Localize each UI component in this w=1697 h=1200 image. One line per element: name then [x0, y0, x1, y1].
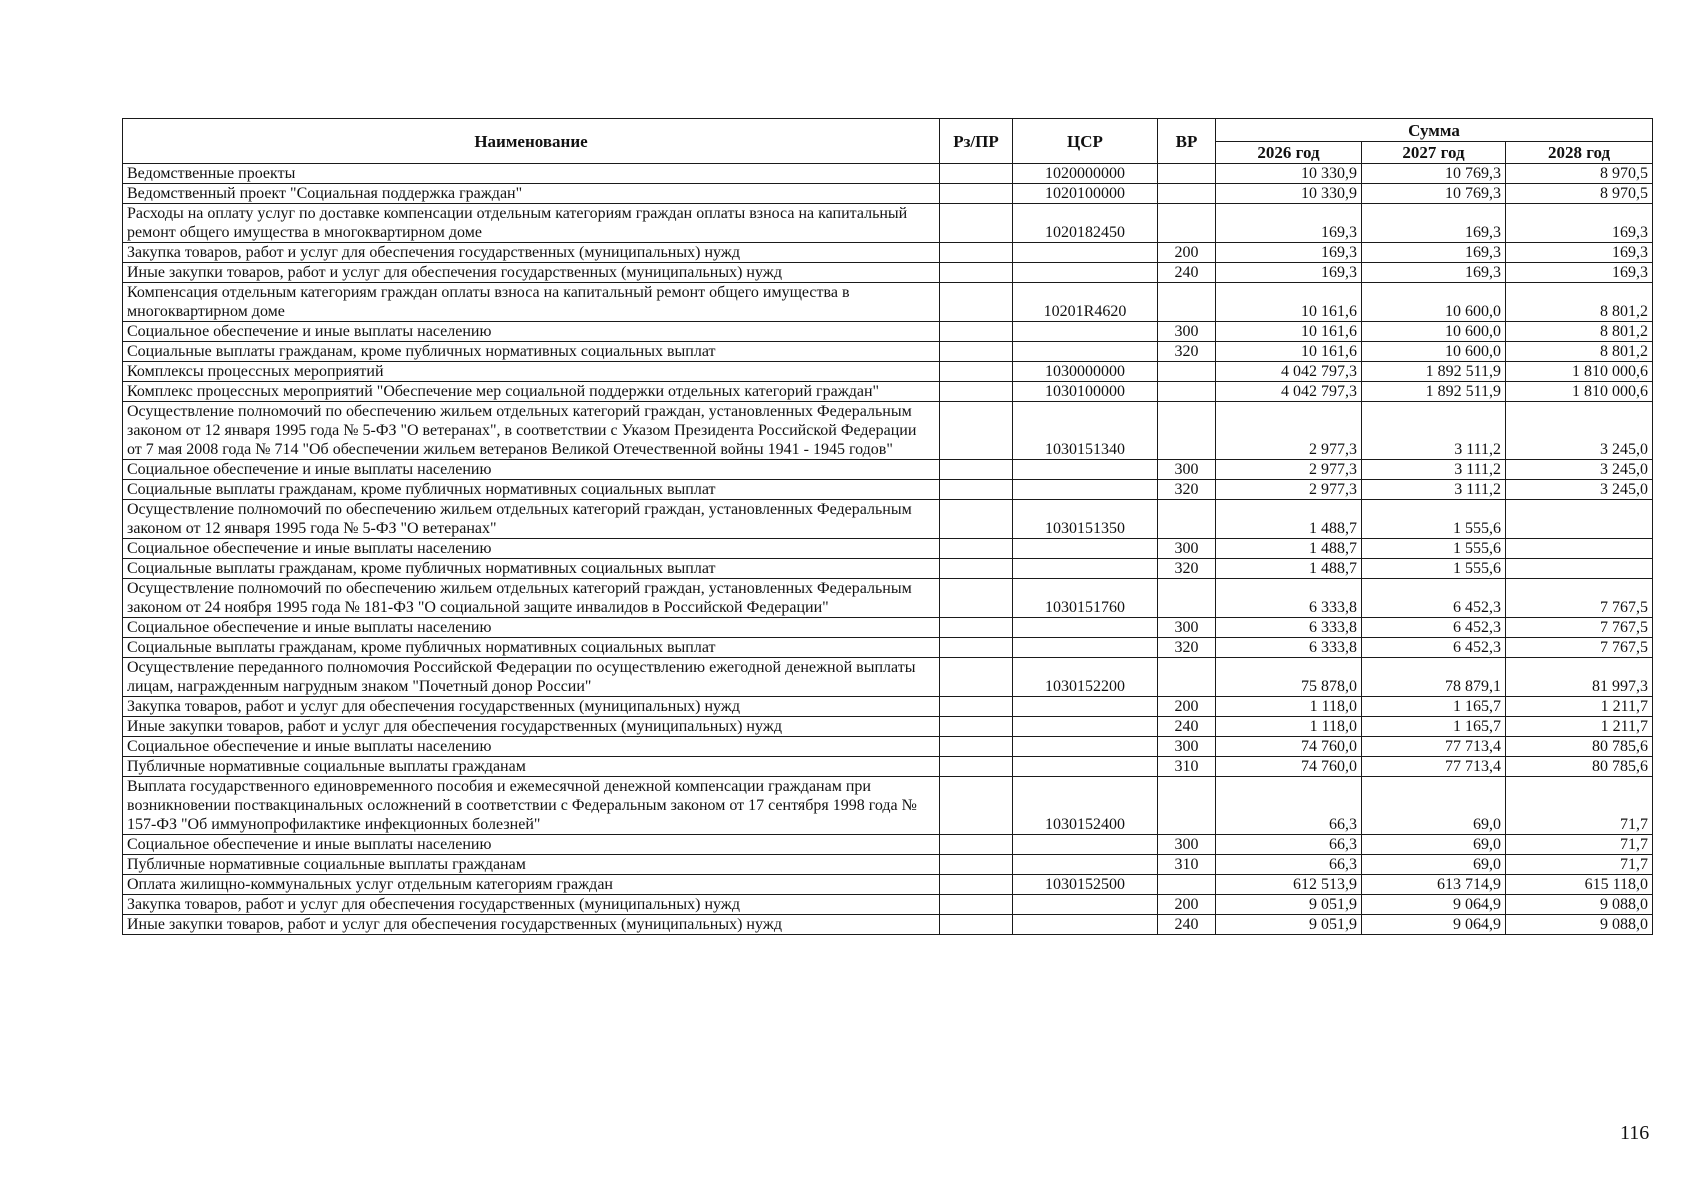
cell-vr: 320 — [1158, 638, 1216, 658]
cell-rz-pr — [940, 618, 1013, 638]
cell-sum-2027: 69,0 — [1362, 855, 1506, 875]
cell-sum-2026: 1 488,7 — [1216, 500, 1362, 539]
cell-rz-pr — [940, 855, 1013, 875]
cell-csr: 10201R4620 — [1013, 283, 1158, 322]
table-row — [123, 263, 1653, 283]
cell-csr: 1030152500 — [1013, 875, 1158, 895]
cell-name: Социальные выплаты гражданам, кроме публичных нормативных социальных выплат — [123, 638, 940, 658]
table-row — [123, 243, 1653, 263]
table-row — [123, 658, 1653, 697]
cell-csr: 1030100000 — [1013, 382, 1158, 402]
cell-rz-pr — [940, 382, 1013, 402]
cell-sum-2027: 1 165,7 — [1362, 697, 1506, 717]
cell-sum-2028: 8 970,5 — [1506, 164, 1653, 184]
cell-vr — [1158, 382, 1216, 402]
cell-vr — [1158, 362, 1216, 382]
cell-csr: 1030151350 — [1013, 500, 1158, 539]
cell-sum-2026: 10 161,6 — [1216, 322, 1362, 342]
cell-sum-2027: 1 892 511,9 — [1362, 362, 1506, 382]
cell-name: Комплексы процессных мероприятий — [123, 362, 940, 382]
cell-rz-pr — [940, 658, 1013, 697]
table-row — [123, 500, 1653, 539]
cell-sum-2028: 7 767,5 — [1506, 638, 1653, 658]
cell-sum-2026: 1 488,7 — [1216, 559, 1362, 579]
cell-sum-2026: 66,3 — [1216, 835, 1362, 855]
cell-vr: 300 — [1158, 737, 1216, 757]
cell-name: Социальное обеспечение и иные выплаты населению — [123, 835, 940, 855]
cell-csr — [1013, 757, 1158, 777]
cell-vr — [1158, 777, 1216, 835]
cell-name: Иные закупки товаров, работ и услуг для обеспечения государственных (муниципальных) нужд — [123, 717, 940, 737]
cell-rz-pr — [940, 184, 1013, 204]
cell-name: Закупка товаров, работ и услуг для обеспечения государственных (муниципальных) нужд — [123, 895, 940, 915]
cell-name: Комплекс процессных мероприятий "Обеспечение мер социальной поддержки отдельных категорий граждан" — [123, 382, 940, 402]
cell-sum-2028: 3 245,0 — [1506, 402, 1653, 460]
table-row — [123, 717, 1653, 737]
cell-sum-2028: 7 767,5 — [1506, 618, 1653, 638]
table-row — [123, 204, 1653, 243]
cell-sum-2027: 10 600,0 — [1362, 283, 1506, 322]
cell-rz-pr — [940, 539, 1013, 559]
cell-sum-2028 — [1506, 500, 1653, 539]
cell-sum-2028: 169,3 — [1506, 263, 1653, 283]
cell-vr: 200 — [1158, 895, 1216, 915]
cell-csr — [1013, 263, 1158, 283]
cell-sum-2028: 8 970,5 — [1506, 184, 1653, 204]
cell-sum-2027: 9 064,9 — [1362, 895, 1506, 915]
cell-sum-2028 — [1506, 539, 1653, 559]
cell-csr: 1030152200 — [1013, 658, 1158, 697]
cell-sum-2027: 1 165,7 — [1362, 717, 1506, 737]
header-name: Наименование — [123, 119, 940, 164]
cell-rz-pr — [940, 460, 1013, 480]
cell-sum-2027: 10 600,0 — [1362, 322, 1506, 342]
cell-sum-2028: 169,3 — [1506, 204, 1653, 243]
cell-csr — [1013, 638, 1158, 658]
cell-vr — [1158, 402, 1216, 460]
header-sum: Сумма — [1216, 119, 1653, 142]
cell-sum-2028: 8 801,2 — [1506, 342, 1653, 362]
cell-sum-2026: 169,3 — [1216, 204, 1362, 243]
cell-name: Закупка товаров, работ и услуг для обеспечения государственных (муниципальных) нужд — [123, 243, 940, 263]
cell-csr: 1030151760 — [1013, 579, 1158, 618]
cell-csr: 1030152400 — [1013, 777, 1158, 835]
cell-rz-pr — [940, 342, 1013, 362]
cell-rz-pr — [940, 164, 1013, 184]
cell-name: Социальные выплаты гражданам, кроме публичных нормативных социальных выплат — [123, 559, 940, 579]
cell-csr — [1013, 322, 1158, 342]
table-row — [123, 697, 1653, 717]
cell-vr — [1158, 579, 1216, 618]
cell-sum-2026: 1 118,0 — [1216, 717, 1362, 737]
cell-sum-2028: 9 088,0 — [1506, 895, 1653, 915]
table-row — [123, 382, 1653, 402]
cell-sum-2027: 169,3 — [1362, 204, 1506, 243]
cell-sum-2027: 6 452,3 — [1362, 638, 1506, 658]
cell-vr — [1158, 658, 1216, 697]
cell-name: Расходы на оплату услуг по доставке компенсации отдельным категориям граждан оплаты взноса на капитальный ремонт общего имущества в многоквартирном доме — [123, 204, 940, 243]
cell-sum-2026: 10 161,6 — [1216, 283, 1362, 322]
cell-csr: 1020000000 — [1013, 164, 1158, 184]
cell-sum-2026: 6 333,8 — [1216, 579, 1362, 618]
cell-rz-pr — [940, 895, 1013, 915]
cell-rz-pr — [940, 263, 1013, 283]
header-year-2028: 2028 год — [1506, 142, 1653, 164]
cell-sum-2026: 66,3 — [1216, 855, 1362, 875]
cell-vr: 240 — [1158, 717, 1216, 737]
table-row — [123, 875, 1653, 895]
cell-rz-pr — [940, 204, 1013, 243]
header-row — [123, 119, 1653, 142]
cell-csr — [1013, 342, 1158, 362]
cell-name: Осуществление полномочий по обеспечению жильем отдельных категорий граждан, установленных Федеральным законом от 12 января 1995 года № 5-ФЗ "О ветеранах", в соответствии с Указом Президента Российской Федерации от 7 мая 2008 года № 714 "Об обеспечении жильем ветеранов Великой Отечественной войны 1941 - 1945 годов" — [123, 402, 940, 460]
cell-rz-pr — [940, 480, 1013, 500]
table-row — [123, 855, 1653, 875]
table-row — [123, 579, 1653, 618]
cell-rz-pr — [940, 500, 1013, 539]
cell-sum-2027: 77 713,4 — [1362, 737, 1506, 757]
cell-vr: 310 — [1158, 855, 1216, 875]
cell-csr — [1013, 737, 1158, 757]
cell-name: Компенсация отдельным категориям граждан оплаты взноса на капитальный ремонт общего имущества в многоквартирном доме — [123, 283, 940, 322]
table-row — [123, 460, 1653, 480]
table-row — [123, 915, 1653, 935]
cell-vr — [1158, 875, 1216, 895]
cell-vr: 320 — [1158, 342, 1216, 362]
cell-rz-pr — [940, 243, 1013, 263]
cell-sum-2026: 9 051,9 — [1216, 915, 1362, 935]
table-row — [123, 835, 1653, 855]
table-row — [123, 737, 1653, 757]
cell-csr: 1030151340 — [1013, 402, 1158, 460]
cell-csr: 1030000000 — [1013, 362, 1158, 382]
cell-sum-2027: 169,3 — [1362, 243, 1506, 263]
cell-csr — [1013, 855, 1158, 875]
cell-sum-2027: 1 555,6 — [1362, 559, 1506, 579]
cell-name: Осуществление полномочий по обеспечению жильем отдельных категорий граждан, установленных Федеральным законом от 24 ноября 1995 года № 181-ФЗ "О социальной защите инвалидов в Российской Федерации" — [123, 579, 940, 618]
cell-vr — [1158, 184, 1216, 204]
cell-csr — [1013, 697, 1158, 717]
table-row — [123, 618, 1653, 638]
cell-sum-2028 — [1506, 559, 1653, 579]
cell-sum-2028: 3 245,0 — [1506, 460, 1653, 480]
cell-vr — [1158, 500, 1216, 539]
cell-sum-2026: 75 878,0 — [1216, 658, 1362, 697]
cell-sum-2027: 1 555,6 — [1362, 500, 1506, 539]
cell-name: Социальное обеспечение и иные выплаты населению — [123, 618, 940, 638]
cell-vr — [1158, 164, 1216, 184]
cell-csr — [1013, 835, 1158, 855]
cell-vr: 310 — [1158, 757, 1216, 777]
table-row — [123, 638, 1653, 658]
cell-sum-2026: 169,3 — [1216, 243, 1362, 263]
cell-rz-pr — [940, 579, 1013, 618]
cell-sum-2028: 1 211,7 — [1506, 697, 1653, 717]
cell-sum-2027: 77 713,4 — [1362, 757, 1506, 777]
cell-name: Закупка товаров, работ и услуг для обеспечения государственных (муниципальных) нужд — [123, 697, 940, 717]
page-number: 116 — [1620, 1122, 1650, 1144]
cell-csr — [1013, 460, 1158, 480]
header-year-2027: 2027 год — [1362, 142, 1506, 164]
cell-name: Осуществление переданного полномочия Российской Федерации по осуществлению ежегодной денежной выплаты лицам, награжденным нагрудным знаком "Почетный донор России" — [123, 658, 940, 697]
cell-rz-pr — [940, 777, 1013, 835]
cell-sum-2027: 1 892 511,9 — [1362, 382, 1506, 402]
cell-sum-2026: 2 977,3 — [1216, 460, 1362, 480]
cell-sum-2027: 3 111,2 — [1362, 460, 1506, 480]
cell-name: Оплата жилищно-коммунальных услуг отдельным категориям граждан — [123, 875, 940, 895]
cell-sum-2027: 78 879,1 — [1362, 658, 1506, 697]
cell-rz-pr — [940, 283, 1013, 322]
cell-sum-2028: 71,7 — [1506, 835, 1653, 855]
cell-sum-2027: 10 769,3 — [1362, 184, 1506, 204]
cell-sum-2028: 7 767,5 — [1506, 579, 1653, 618]
cell-name: Публичные нормативные социальные выплаты гражданам — [123, 757, 940, 777]
cell-vr — [1158, 283, 1216, 322]
cell-sum-2026: 4 042 797,3 — [1216, 362, 1362, 382]
table-row — [123, 539, 1653, 559]
cell-rz-pr — [940, 559, 1013, 579]
cell-sum-2028: 8 801,2 — [1506, 283, 1653, 322]
cell-sum-2026: 74 760,0 — [1216, 757, 1362, 777]
cell-vr: 240 — [1158, 915, 1216, 935]
cell-name: Социальные выплаты гражданам, кроме публичных нормативных социальных выплат — [123, 342, 940, 362]
cell-sum-2028: 1 810 000,6 — [1506, 362, 1653, 382]
cell-sum-2027: 6 452,3 — [1362, 579, 1506, 618]
cell-vr: 300 — [1158, 460, 1216, 480]
table-row — [123, 757, 1653, 777]
cell-sum-2026: 1 488,7 — [1216, 539, 1362, 559]
cell-csr — [1013, 915, 1158, 935]
budget-table — [122, 118, 1653, 935]
cell-csr — [1013, 618, 1158, 638]
cell-sum-2027: 10 769,3 — [1362, 164, 1506, 184]
cell-sum-2026: 6 333,8 — [1216, 618, 1362, 638]
table-row — [123, 559, 1653, 579]
cell-sum-2027: 3 111,2 — [1362, 480, 1506, 500]
cell-rz-pr — [940, 835, 1013, 855]
table-row — [123, 164, 1653, 184]
cell-rz-pr — [940, 322, 1013, 342]
cell-sum-2026: 1 118,0 — [1216, 697, 1362, 717]
cell-csr — [1013, 559, 1158, 579]
cell-sum-2027: 169,3 — [1362, 263, 1506, 283]
cell-sum-2027: 69,0 — [1362, 835, 1506, 855]
cell-csr: 1020182450 — [1013, 204, 1158, 243]
cell-rz-pr — [940, 875, 1013, 895]
cell-name: Социальные выплаты гражданам, кроме публичных нормативных социальных выплат — [123, 480, 940, 500]
cell-sum-2027: 1 555,6 — [1362, 539, 1506, 559]
cell-vr: 300 — [1158, 835, 1216, 855]
cell-vr: 320 — [1158, 480, 1216, 500]
cell-sum-2028: 8 801,2 — [1506, 322, 1653, 342]
table-row — [123, 322, 1653, 342]
cell-sum-2027: 613 714,9 — [1362, 875, 1506, 895]
cell-sum-2028: 3 245,0 — [1506, 480, 1653, 500]
cell-name: Выплата государственного единовременного пособия и ежемесячной денежной компенсации гражданам при возникновении поствакцинальных осложнений в соответствии с Федеральным законом от 17 сентября 1998 года № 157-ФЗ "Об иммунопрофилактике инфекционных болезней" — [123, 777, 940, 835]
cell-vr — [1158, 204, 1216, 243]
cell-sum-2027: 10 600,0 — [1362, 342, 1506, 362]
table-body — [123, 164, 1653, 935]
cell-csr — [1013, 243, 1158, 263]
cell-sum-2026: 74 760,0 — [1216, 737, 1362, 757]
cell-name: Социальное обеспечение и иные выплаты населению — [123, 322, 940, 342]
cell-rz-pr — [940, 697, 1013, 717]
cell-sum-2026: 6 333,8 — [1216, 638, 1362, 658]
cell-csr — [1013, 539, 1158, 559]
cell-rz-pr — [940, 737, 1013, 757]
cell-sum-2028: 169,3 — [1506, 243, 1653, 263]
cell-sum-2026: 10 330,9 — [1216, 164, 1362, 184]
cell-sum-2027: 6 452,3 — [1362, 618, 1506, 638]
cell-csr: 1020100000 — [1013, 184, 1158, 204]
cell-vr: 200 — [1158, 243, 1216, 263]
cell-csr — [1013, 480, 1158, 500]
table-row — [123, 777, 1653, 835]
cell-sum-2026: 9 051,9 — [1216, 895, 1362, 915]
cell-name: Ведомственные проекты — [123, 164, 940, 184]
cell-sum-2028: 1 211,7 — [1506, 717, 1653, 737]
cell-sum-2028: 80 785,6 — [1506, 757, 1653, 777]
cell-sum-2028: 71,7 — [1506, 777, 1653, 835]
cell-vr: 300 — [1158, 322, 1216, 342]
header-csr: ЦСР — [1013, 119, 1158, 164]
header-year-2026: 2026 год — [1216, 142, 1362, 164]
cell-sum-2026: 169,3 — [1216, 263, 1362, 283]
cell-sum-2028: 9 088,0 — [1506, 915, 1653, 935]
header-vr: ВР — [1158, 119, 1216, 164]
cell-rz-pr — [940, 717, 1013, 737]
cell-name: Ведомственный проект "Социальная поддержка граждан" — [123, 184, 940, 204]
cell-name: Иные закупки товаров, работ и услуг для обеспечения государственных (муниципальных) нужд — [123, 263, 940, 283]
table-row — [123, 283, 1653, 322]
header-rz: Рз/ПР — [940, 119, 1013, 164]
cell-vr: 300 — [1158, 539, 1216, 559]
cell-sum-2028: 81 997,3 — [1506, 658, 1653, 697]
cell-sum-2028: 1 810 000,6 — [1506, 382, 1653, 402]
cell-sum-2026: 10 330,9 — [1216, 184, 1362, 204]
cell-sum-2028: 71,7 — [1506, 855, 1653, 875]
table-row — [123, 480, 1653, 500]
table-row — [123, 342, 1653, 362]
cell-rz-pr — [940, 915, 1013, 935]
cell-sum-2027: 3 111,2 — [1362, 402, 1506, 460]
cell-vr: 200 — [1158, 697, 1216, 717]
table-row — [123, 184, 1653, 204]
cell-name: Осуществление полномочий по обеспечению жильем отдельных категорий граждан, установленных Федеральным законом от 12 января 1995 года № 5-ФЗ "О ветеранах" — [123, 500, 940, 539]
table-row — [123, 362, 1653, 382]
cell-name: Социальное обеспечение и иные выплаты населению — [123, 737, 940, 757]
cell-vr: 240 — [1158, 263, 1216, 283]
cell-rz-pr — [940, 402, 1013, 460]
cell-rz-pr — [940, 757, 1013, 777]
cell-sum-2027: 9 064,9 — [1362, 915, 1506, 935]
cell-sum-2026: 2 977,3 — [1216, 402, 1362, 460]
table-row — [123, 402, 1653, 460]
cell-vr: 300 — [1158, 618, 1216, 638]
cell-name: Социальное обеспечение и иные выплаты населению — [123, 460, 940, 480]
cell-name: Публичные нормативные социальные выплаты гражданам — [123, 855, 940, 875]
cell-sum-2026: 612 513,9 — [1216, 875, 1362, 895]
cell-sum-2028: 615 118,0 — [1506, 875, 1653, 895]
cell-rz-pr — [940, 638, 1013, 658]
table-row — [123, 895, 1653, 915]
cell-sum-2027: 69,0 — [1362, 777, 1506, 835]
cell-vr: 320 — [1158, 559, 1216, 579]
cell-sum-2026: 66,3 — [1216, 777, 1362, 835]
cell-csr — [1013, 717, 1158, 737]
cell-name: Иные закупки товаров, работ и услуг для обеспечения государственных (муниципальных) нужд — [123, 915, 940, 935]
cell-sum-2028: 80 785,6 — [1506, 737, 1653, 757]
cell-csr — [1013, 895, 1158, 915]
cell-sum-2026: 2 977,3 — [1216, 480, 1362, 500]
cell-sum-2026: 10 161,6 — [1216, 342, 1362, 362]
cell-name: Социальное обеспечение и иные выплаты населению — [123, 539, 940, 559]
cell-rz-pr — [940, 362, 1013, 382]
cell-sum-2026: 4 042 797,3 — [1216, 382, 1362, 402]
